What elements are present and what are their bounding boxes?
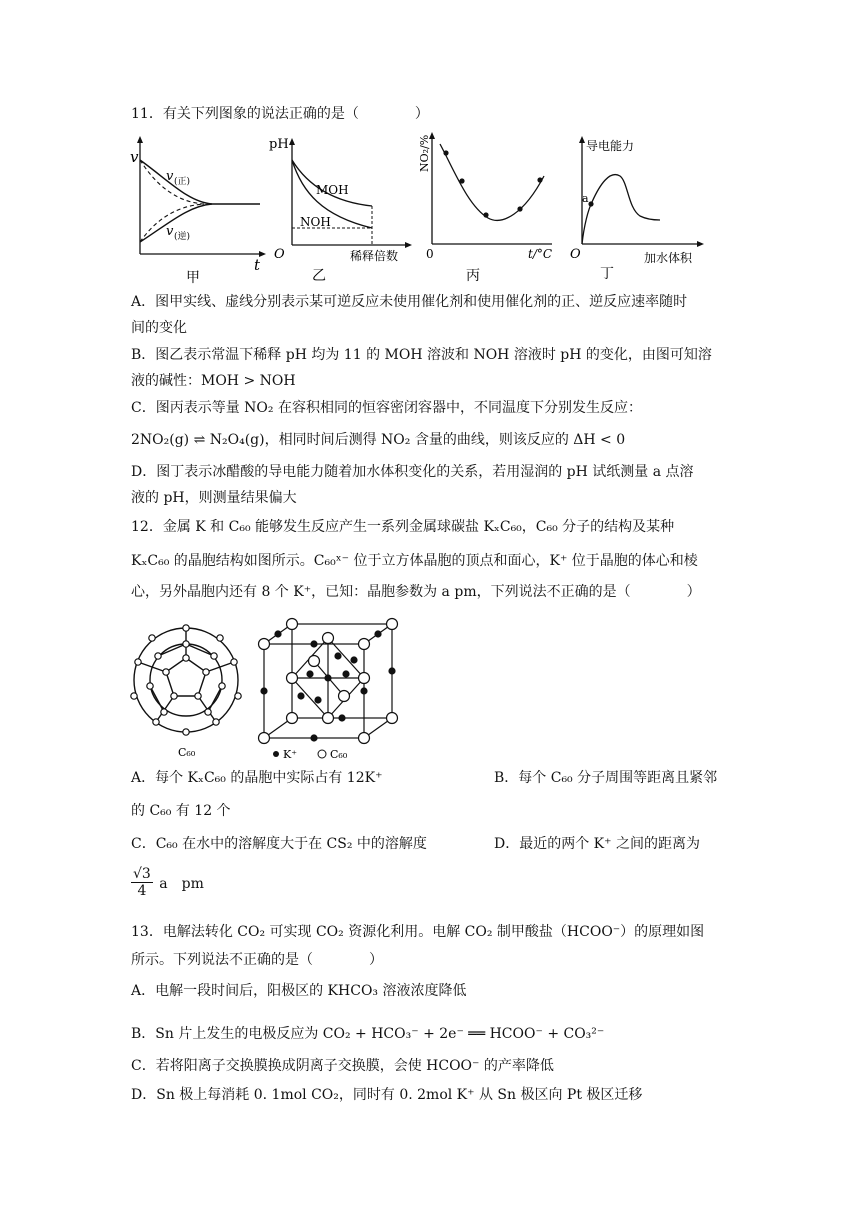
q13-option-a: A．电解一段时间后，阳极区的 KHCO₃ 溶液浓度降低 bbox=[131, 983, 467, 999]
q12-option-d: D．最近的两个 K⁺ 之间的距离为 bbox=[494, 836, 700, 852]
legend-k: K⁺ bbox=[283, 748, 298, 761]
exam-page: 11．有关下列图象的说法正确的是（ ） v t v (正) v (逆) 甲 pH O MOH NOH 稀释倍数 乙 NO₂/% 0 t/°C 丙 a 导电能力 O 加水体积 丁 A．图甲实线、虚线分别表示某可逆反应未使用催化剂和使用催化剂的正、逆反应速率随时 间的变化 B．图乙表示常温下稀释 pH 均为 11 的 MOH 溶波和 NOH 溶液时 pH 的变化，由图可知溶 液的碱性：MOH > NOH C．图丙表示等量 NO₂ 在容积相同的恒容密闭容器中，不同温度下分别发生反应： 2NO₂(g) ⇌ N₂O₄(g)，相同时间后测得 NO₂ 含量的曲线，则该反应的 ΔH < 0 D．图丁表示冰醋酸的导电能力随着加水体积变化的关系，若用湿润的 pH 试纸测量 a 点溶 液的 pH，则测量结果偏大 12．金属 K 和 C₆₀ 能够发生反应产生一系列金属球碳盐 KₓC₆₀，C₆₀ 分子的结构及某种 KₓC₆₀ 的晶胞结构如图所示。C₆₀ˣ⁻ 位于立方体晶胞的顶点和面心，K⁺ 位于晶胞的体心和棱 心，另外晶胞内还有 8 个 K⁺，已知：晶胞参数为 a pm，下列说法不正确的是（ ） C₆₀ K⁺ C₆₀ A．每个 KₓC₆₀ 的晶胞中实际占有 12K⁺ B．每个 C₆₀ 分子周围等距离且紧邻 的 C₆₀ 有 12 个 C．C₆₀ 在水中的溶解度大于在 CS₂ 中的溶解度 D．最近的两个 K⁺ 之间的距离为 $\frac{√3}{4}$ a pm 13．电解法转化 CO₂ 可实现 CO₂ 资源化利用。电解 CO₂ 制甲酸盐（HCOO⁻）的原理如图 所示。下列说法不正确的是（ ） A．电解一段时间后，阳极区的 KHCO₃ 溶液浓度降低 B．Sn 片上发生的电极反应为 CO₂ + HCO₃⁻ + 2e⁻ ══ HCOO⁻ + CO₃²⁻ C．若将阳离子交换膜换成阴离子交换膜，会使 HCOO⁻ 的产率降低 D．Sn 极上每消耗 0. 1mol CO₂，同时有 0. 2mol K⁺ 从 Sn 极区向 Pt 极区迁移 bbox=[130, 106, 718, 1103]
q11-option-b: B．图乙表示常温下稀释 pH 均为 11 的 MOH 溶波和 NOH 溶液时 pH 的变化，由图可知溶 bbox=[131, 347, 712, 363]
fig-bing bbox=[420, 126, 560, 282]
svg-text:MOH: MOH bbox=[316, 183, 349, 197]
q12-stem-1: 12．金属 K 和 C₆₀ 能够发生反应产生一系列金属球碳盐 KₓC₆₀，C₆₀ 分子的结构及某种 bbox=[131, 519, 675, 535]
q12-stem-2: KₓC₆₀ 的晶胞结构如图所示。C₆₀ˣ⁻ 位于立方体晶胞的顶点和面心，K⁺ 位于晶胞的体心和棱 bbox=[131, 553, 698, 569]
fig-unit-cell bbox=[256, 616, 402, 764]
yi-x-label: 稀释倍数 bbox=[350, 249, 399, 263]
bing-y-label: NO₂/% bbox=[418, 134, 431, 172]
q11-option-a: A．图甲实线、虚线分别表示某可逆反应未使用催化剂和使用催化剂的正、逆反应速率随时 bbox=[131, 294, 688, 310]
svg-text:NOH: NOH bbox=[300, 215, 331, 229]
svg-text:(正): (正) bbox=[174, 177, 191, 187]
q12-option-a: A．每个 KₓC₆₀ 的晶胞中实际占有 12K⁺ bbox=[131, 770, 383, 786]
c60-label: C₆₀ bbox=[178, 746, 196, 759]
jia-x-label: t bbox=[254, 256, 261, 274]
q13-stem-2: 所示。下列说法不正确的是（ ） bbox=[131, 952, 383, 968]
q11-stem: 11．有关下列图象的说法正确的是（ ） bbox=[131, 106, 429, 122]
bing-x-label: t/°C bbox=[528, 247, 553, 261]
fig-jia bbox=[128, 132, 270, 286]
q12-d-fraction: $\frac{√3}{4}$ a pm bbox=[133, 866, 204, 899]
fig-c60-molecule bbox=[128, 616, 248, 764]
q12-option-c: C．C₆₀ 在水中的溶解度大于在 CS₂ 中的溶解度 bbox=[131, 836, 427, 852]
q13-stem-1: 13．电解法转化 CO₂ 可实现 CO₂ 资源化利用。电解 CO₂ 制甲酸盐（HCOO⁻）的原理如图 bbox=[131, 924, 705, 940]
yi-caption: 乙 bbox=[312, 268, 326, 284]
q12-stem-3: 心，另外晶胞内还有 8 个 K⁺，已知：晶胞参数为 a pm，下列说法不正确的是（ ） bbox=[131, 584, 701, 600]
ding-y-label: 导电能力 bbox=[586, 139, 635, 153]
svg-text:v: v bbox=[166, 224, 174, 239]
q11-option-d: D．图丁表示冰醋酸的导电能力随着加水体积变化的关系，若用湿润的 pH 试纸测量 a 点溶 bbox=[131, 464, 694, 480]
q13-option-c: C．若将阳离子交换膜换成阴离子交换膜，会使 HCOO⁻ 的产率降低 bbox=[131, 1058, 554, 1074]
svg-text:O: O bbox=[274, 247, 285, 262]
yi-y-label: pH bbox=[269, 137, 289, 152]
q12-option-b: B．每个 C₆₀ 分子周围等距离且紧邻 bbox=[494, 770, 718, 786]
q13-option-d: D．Sn 极上每消耗 0. 1mol CO₂，同时有 0. 2mol K⁺ 从 Sn 极区向 Pt 极区迁移 bbox=[131, 1087, 643, 1103]
svg-text:(逆): (逆) bbox=[174, 232, 191, 242]
q13-option-b: B．Sn 片上发生的电极反应为 CO₂ + HCO₃⁻ + 2e⁻ ══ HCOO⁻ + CO₃²⁻ bbox=[131, 1026, 605, 1042]
jia-y-label: v bbox=[130, 148, 139, 166]
legend-c60: C₆₀ bbox=[330, 748, 348, 761]
svg-text:O: O bbox=[570, 247, 581, 262]
svg-text:0: 0 bbox=[426, 247, 434, 261]
svg-text:a: a bbox=[582, 192, 589, 205]
fig-ding bbox=[570, 130, 710, 282]
q11-option-c: C．图丙表示等量 NO₂ 在容积相同的恒容密闭容器中，不同温度下分别发生反应： bbox=[131, 400, 642, 416]
fig-yi bbox=[269, 130, 418, 284]
svg-text:v: v bbox=[166, 169, 174, 184]
jia-caption: 甲 bbox=[186, 270, 200, 286]
bing-caption: 丙 bbox=[466, 268, 480, 284]
ding-x-label: 加水体积 bbox=[644, 251, 693, 265]
ding-caption: 丁 bbox=[600, 266, 614, 282]
